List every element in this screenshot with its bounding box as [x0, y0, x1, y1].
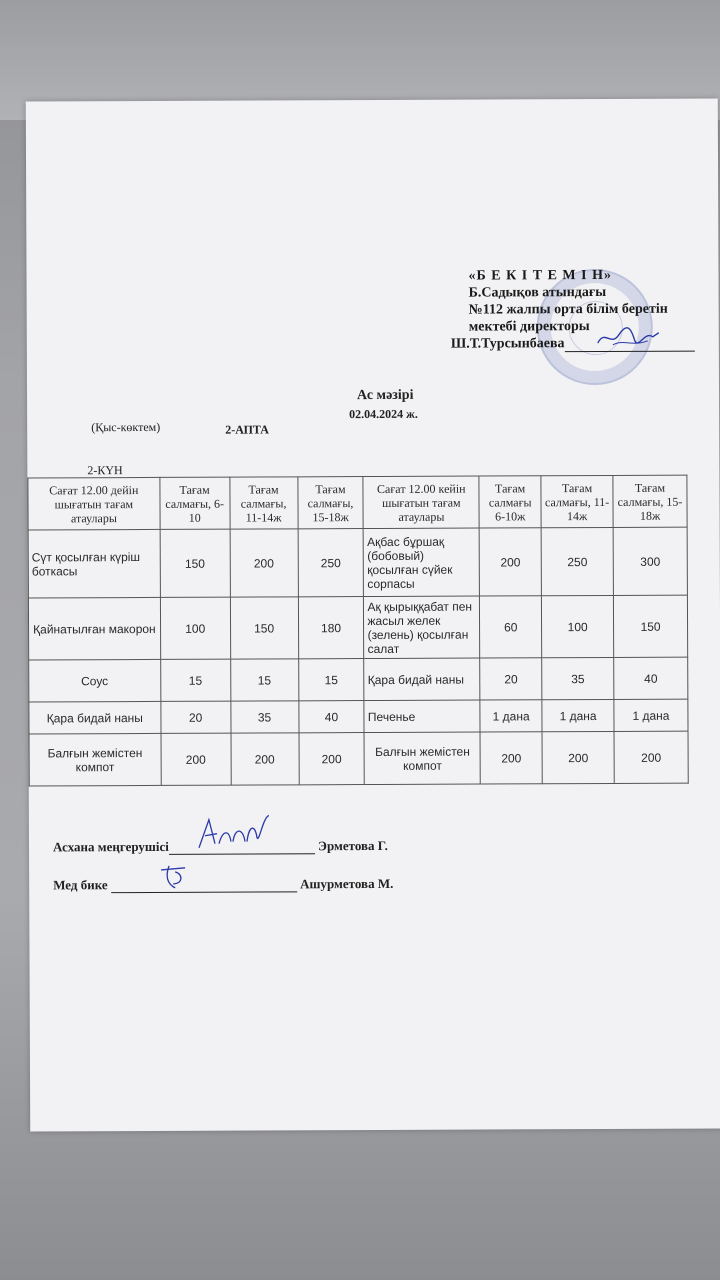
- nurse-signature-line: [111, 877, 297, 893]
- table-row: [29, 657, 688, 702]
- canteen-signature-line: [169, 839, 315, 855]
- table-cell: 15: [160, 659, 230, 701]
- table-cell: 15: [230, 659, 298, 701]
- table-cell: Ақбас бұршақ (бобовый) қосылған сүйек сорпасы: [364, 528, 480, 597]
- table-cell: 200: [230, 529, 298, 597]
- table-cell: 200: [614, 731, 688, 783]
- table-cell: 200: [231, 733, 299, 785]
- table-cell: 35: [542, 657, 614, 699]
- nurse-label: Мед бике: [53, 877, 108, 893]
- table-row: [28, 527, 687, 598]
- day-label: 2-КҮН: [87, 463, 123, 478]
- approval-school-line: Б.Садықов атындағы: [468, 284, 607, 301]
- header-cell: Тағам салмағы, 6-10: [160, 477, 230, 529]
- table-cell: Қайнатылған макорон: [28, 597, 160, 660]
- table-cell: Соус: [29, 659, 161, 702]
- table-cell: 35: [230, 701, 298, 733]
- header-cell: Тағам салмағы, 11-14ж: [230, 477, 298, 529]
- menu-table: [27, 475, 688, 787]
- table-cell: Балғын жемістен компот: [29, 733, 161, 786]
- table-row: [29, 699, 688, 734]
- nurse-signature: [155, 862, 195, 892]
- table-cell: 20: [480, 658, 542, 700]
- table-row: [29, 731, 688, 786]
- approval-block: [450, 267, 694, 353]
- header-cell: Сағат 12.00 кейін шығатын тағам атаулары: [363, 476, 479, 529]
- table-cell: 100: [542, 595, 614, 657]
- table-cell: 250: [541, 527, 613, 595]
- table-cell: Қара бидай наны: [364, 658, 480, 701]
- header-cell: Тағам салмағы, 15-18ж: [297, 477, 363, 529]
- director-name: Ш.Т.Турсынбаева: [450, 336, 565, 352]
- table-cell: 150: [230, 597, 298, 659]
- nurse-name: Ашурметова М.: [300, 875, 394, 892]
- table-row: [28, 595, 687, 660]
- table-cell: Ақ қырыққабат пен жасыл желек (зелень) қосылған салат: [364, 596, 480, 659]
- canteen-label: Асхана меңгерушісі: [52, 838, 169, 855]
- approval-school-number: №112 жалпы орта білім беретін: [468, 301, 668, 318]
- table-cell: 180: [298, 597, 364, 659]
- week-label: 2-АПТА: [225, 422, 270, 437]
- table-cell: Печенье: [364, 700, 480, 733]
- approval-heading: «Б Е К І Т Е М І Н»: [468, 267, 612, 284]
- table-header-row: [28, 475, 687, 530]
- table-cell: 200: [299, 733, 365, 785]
- table-cell: 40: [298, 701, 364, 733]
- table-cell: 100: [160, 597, 230, 659]
- nurse-signature-row: [53, 876, 393, 915]
- season-label: (Қыс-көктем): [91, 419, 161, 435]
- table-cell: 200: [161, 733, 231, 785]
- menu-document: [26, 98, 720, 1131]
- approval-position: мектебі директоры: [468, 319, 590, 335]
- header-cell: Тағам салмағы 6-10ж: [479, 476, 541, 528]
- approval-director-row: [451, 335, 695, 353]
- signature-block: [53, 838, 393, 915]
- table-cell: 150: [160, 529, 230, 597]
- table-cell: 15: [298, 659, 364, 701]
- table-cell: 300: [613, 527, 687, 595]
- document-date: 02.04.2024 ж.: [349, 406, 418, 422]
- table-cell: Сүт қосылған күріш боткасы: [28, 529, 160, 598]
- header-cell: Тағам салмағы, 11-14ж: [541, 475, 613, 527]
- canteen-manager-name: Эрметова Г.: [318, 837, 388, 854]
- director-signature-line: [565, 337, 695, 353]
- table-cell: 200: [480, 732, 542, 784]
- table-cell: 60: [480, 596, 542, 658]
- table-cell: 40: [614, 657, 688, 699]
- table-cell: 200: [479, 528, 541, 596]
- table-cell: 20: [161, 701, 231, 733]
- table-cell: 1 дана: [480, 700, 542, 732]
- canteen-signature-row: [53, 838, 393, 877]
- table-cell: 200: [542, 731, 614, 783]
- director-signature: [592, 325, 662, 351]
- table-cell: 150: [613, 595, 687, 657]
- table-cell: 250: [298, 529, 364, 597]
- table-cell: Қара бидай наны: [29, 701, 161, 734]
- header-cell: Сағат 12.00 дейін шығатын тағам атаулары: [28, 477, 160, 530]
- table-cell: Балғын жемістен компот: [364, 732, 480, 785]
- header-cell: Тағам салмағы, 15-18ж: [613, 475, 687, 527]
- canteen-signature: [195, 813, 275, 853]
- table-cell: 1 дана: [614, 699, 688, 731]
- table-cell: 1 дана: [542, 699, 614, 731]
- document-title: Ас мәзірі: [357, 387, 414, 404]
